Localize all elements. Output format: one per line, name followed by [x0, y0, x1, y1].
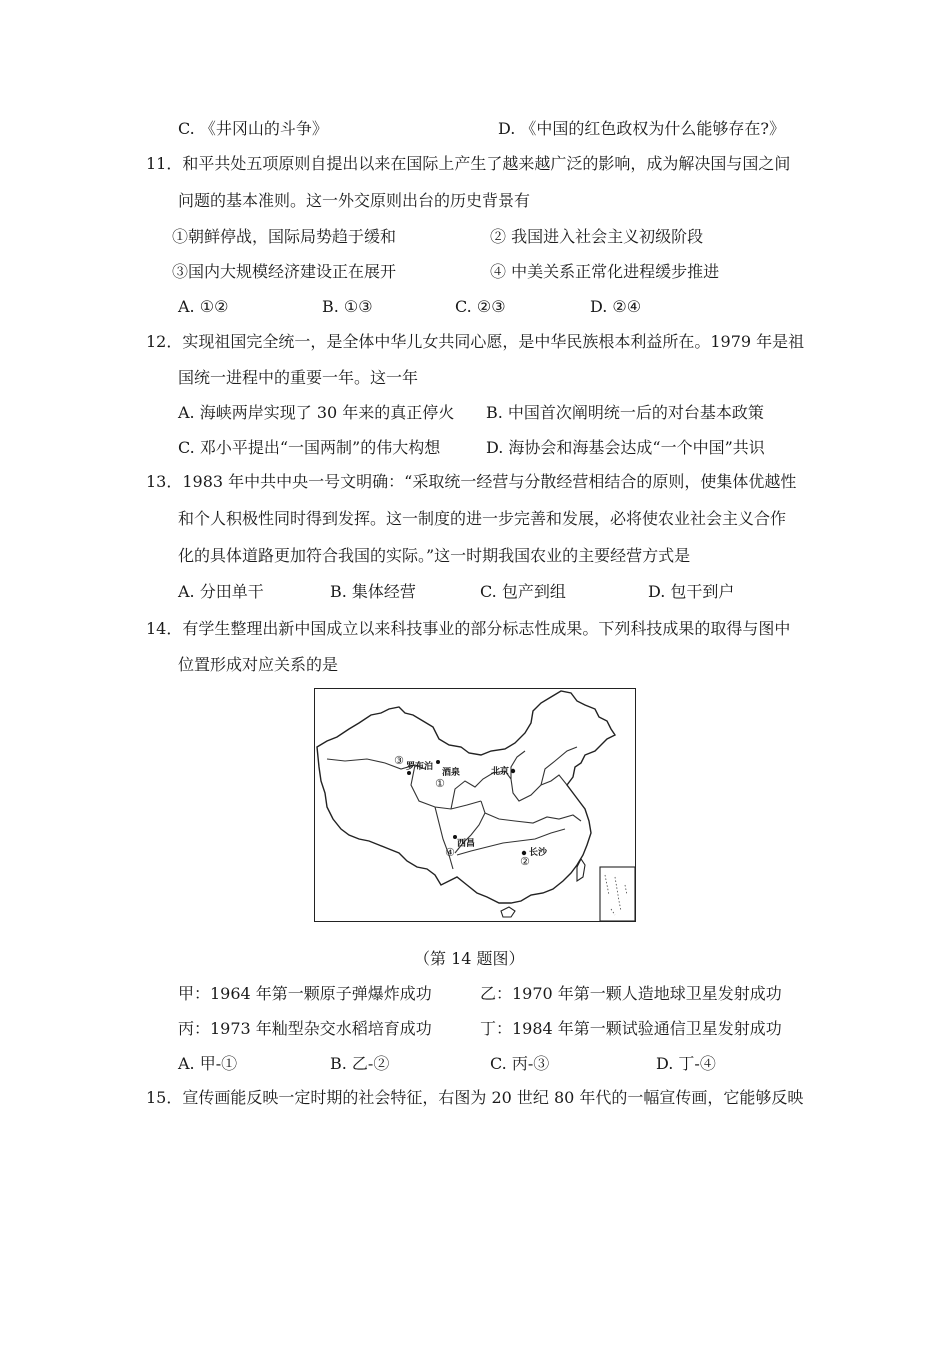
map-marker-3: ③ — [394, 754, 404, 767]
map-label-lop-nur: 罗布泊 — [406, 762, 434, 772]
q13-option-b: B. 集体经营 — [330, 582, 416, 601]
q11-option-b: B. ①③ — [322, 297, 373, 316]
q11-item-4: ④ 中美关系正常化进程缓步推进 — [490, 262, 720, 281]
map-label-xichang: 西昌 — [457, 839, 476, 849]
q14-option-d: D. 丁-④ — [656, 1054, 716, 1073]
q13-stem: 13．1983 年中共中央一号文明确：“采取统一经营与分散经营相结合的原则，使集体优越性 — [146, 472, 797, 491]
q11-item-3: ③国内大规模经济建设正在展开 — [172, 262, 397, 281]
map-marker-2: ② — [520, 855, 530, 868]
q11-option-d: D. ②④ — [590, 297, 642, 316]
q11-option-c: C. ②③ — [455, 297, 506, 316]
q12-option-c: C. 邓小平提出“一国两制”的伟大构想 — [178, 438, 441, 457]
q15-stem: 15．宣传画能反映一定时期的社会特征，右图为 20 世纪 80 年代的一幅宣传画，它能够反映 — [146, 1088, 804, 1107]
q14-option-b: B. 乙-② — [330, 1054, 390, 1073]
q13-stem-cont-2: 化的具体道路更加符合我国的实际。”这一时期我国农业的主要经营方式是 — [178, 546, 691, 565]
q10-option-d: D. 《中国的红色政权为什么能够存在?》 — [498, 119, 786, 138]
q13-option-c: C. 包产到组 — [480, 582, 566, 601]
q14-stem: 14．有学生整理出新中国成立以来科技事业的部分标志性成果。下列科技成果的取得与图中 — [146, 619, 791, 638]
q14-item-jia: 甲：1964 年第一颗原子弹爆炸成功 — [178, 984, 432, 1003]
china-map-outline — [315, 689, 635, 921]
q13-stem-cont-1: 和个人积极性同时得到发挥。这一制度的进一步完善和发展，必将使农业社会主义合作 — [178, 509, 787, 528]
q12-option-b: B. 中国首次阐明统一后的对台基本政策 — [486, 403, 764, 422]
q12-option-d: D. 海协会和海基会达成“一个中国”共识 — [486, 438, 765, 457]
q13-option-a: A. 分田单干 — [178, 582, 264, 601]
q11-item-1: ①朝鲜停战，国际局势趋于缓和 — [172, 227, 397, 246]
map-marker-4: ④ — [445, 846, 455, 859]
q14-item-ding: 丁：1984 年第一颗试验通信卫星发射成功 — [480, 1019, 782, 1038]
q11-stem: 11．和平共处五项原则自提出以来在国际上产生了越来越广泛的影响，成为解决国与国之间 — [146, 154, 791, 173]
q13-option-d: D. 包干到户 — [648, 582, 735, 601]
q14-item-bing: 丙：1973 年籼型杂交水稻培育成功 — [178, 1019, 432, 1038]
map-label-changsha: 长沙 — [529, 848, 548, 858]
map-label-beijing: 北京 — [491, 767, 510, 777]
map-label-jiuquan: 酒泉 — [442, 768, 461, 778]
q14-item-yi: 乙：1970 年第一颗人造地球卫星发射成功 — [480, 984, 782, 1003]
q14-stem-cont: 位置形成对应关系的是 — [178, 655, 339, 674]
china-map-figure — [314, 688, 636, 922]
q12-option-a: A. 海峡两岸实现了 30 年来的真正停火 — [178, 403, 455, 422]
q11-stem-cont: 问题的基本准则。这一外交原则出台的历史背景有 — [178, 191, 531, 210]
map-marker-1: ① — [435, 777, 445, 790]
q14-figure-caption: （第 14 题图） — [414, 949, 525, 968]
q11-option-a: A. ①② — [178, 297, 229, 316]
q14-option-a: A. 甲-① — [178, 1054, 238, 1073]
q10-option-c: C. 《井冈山的斗争》 — [178, 119, 328, 138]
q12-stem: 12．实现祖国完全统一，是全体中华儿女共同心愿，是中华民族根本利益所在。1979 年是祖 — [146, 332, 805, 351]
q14-option-c: C. 丙-③ — [490, 1054, 550, 1073]
q11-item-2: ② 我国进入社会主义初级阶段 — [490, 227, 704, 246]
q12-stem-cont: 国统一进程中的重要一年。这一年 — [178, 368, 419, 387]
